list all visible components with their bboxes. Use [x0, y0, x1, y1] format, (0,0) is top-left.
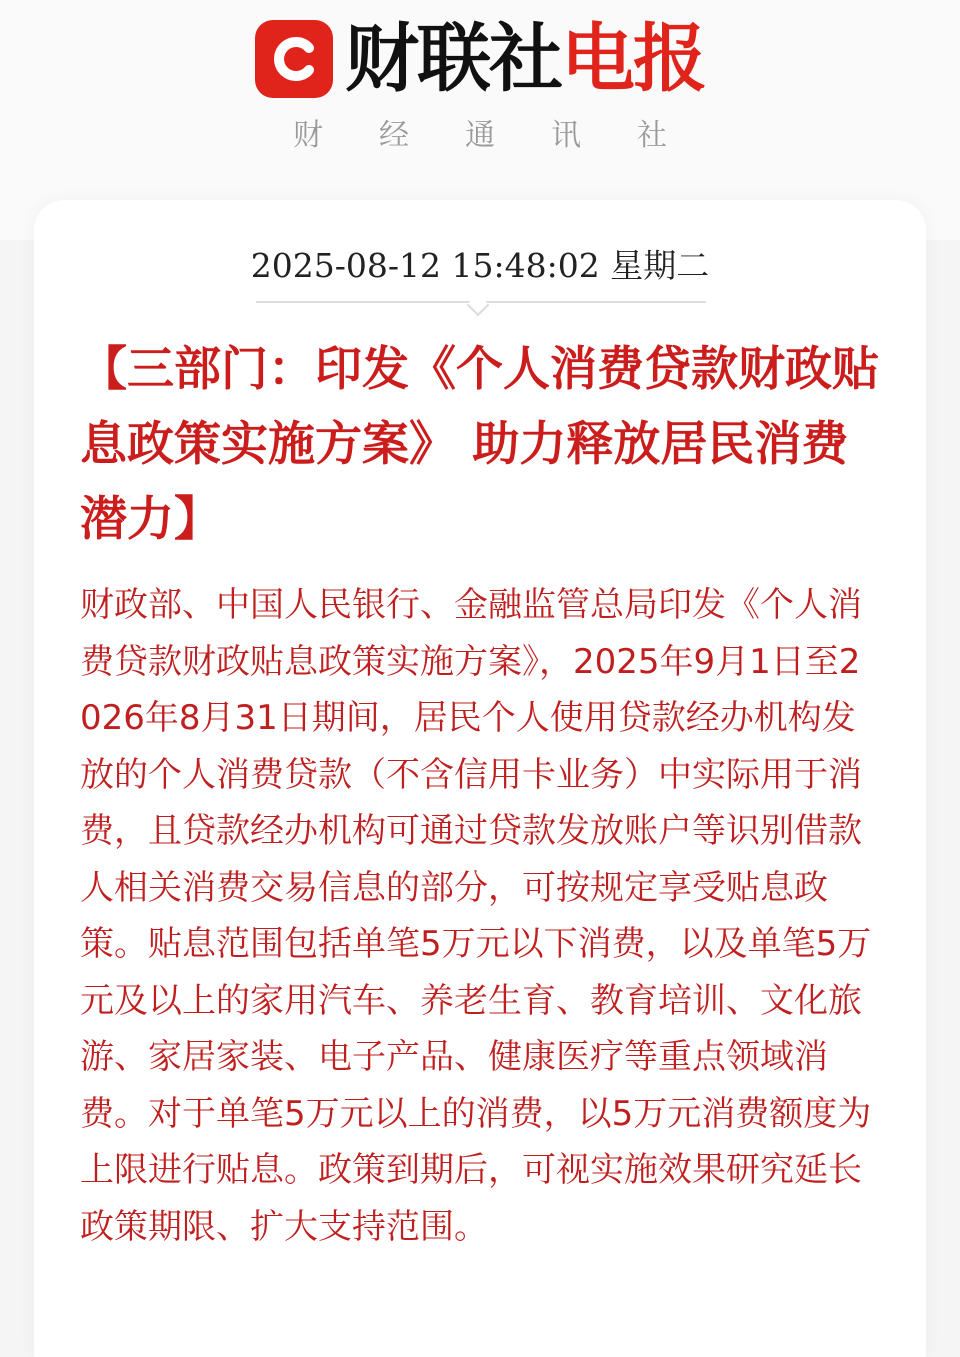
cls-c-logo-icon — [255, 20, 333, 98]
publish-datetime: 2025-08-12 15:48:02 星期二 — [250, 246, 710, 285]
brand-logo — [0, 14, 960, 104]
brand-wordmark — [345, 14, 705, 104]
article-body: 财政部、中国人民银行、金融监管总局印发《个人消费贷款财政贴息政策实施方案》，2025年9月1日至2026年8月31日期间，居民个人使用贷款经办机构发放的个人消费贷款（不含信用卡业务）中实际用于消费，且贷款经办机构可通过贷款发放账户等识别借款人相关消费交易信息的部分，可按规定享受贴息政策。贴息范围包括单笔5万元以下消费，以及单笔5万元及以上的家用汽车、养老生育、教育培训、文化旅游、家居家装、电子产品、健康医疗等重点领域消费。对于单笔5万元以上的消费，以5万元消费额度为上限进行贴息。政策到期后，可视实施效果研究延长政策期限、扩大支持范围。 — [80, 585, 872, 1247]
brand-tagline: 财经通讯社 — [293, 118, 723, 153]
brand-name: 财联社 — [345, 16, 561, 102]
article-headline: 【三部门：印发《个人消费贷款财政贴息政策实施方案》 助力释放居民消费潜力】 — [80, 342, 879, 547]
brand-suffix: 电报 — [561, 16, 705, 102]
c-letter-icon — [269, 34, 319, 84]
